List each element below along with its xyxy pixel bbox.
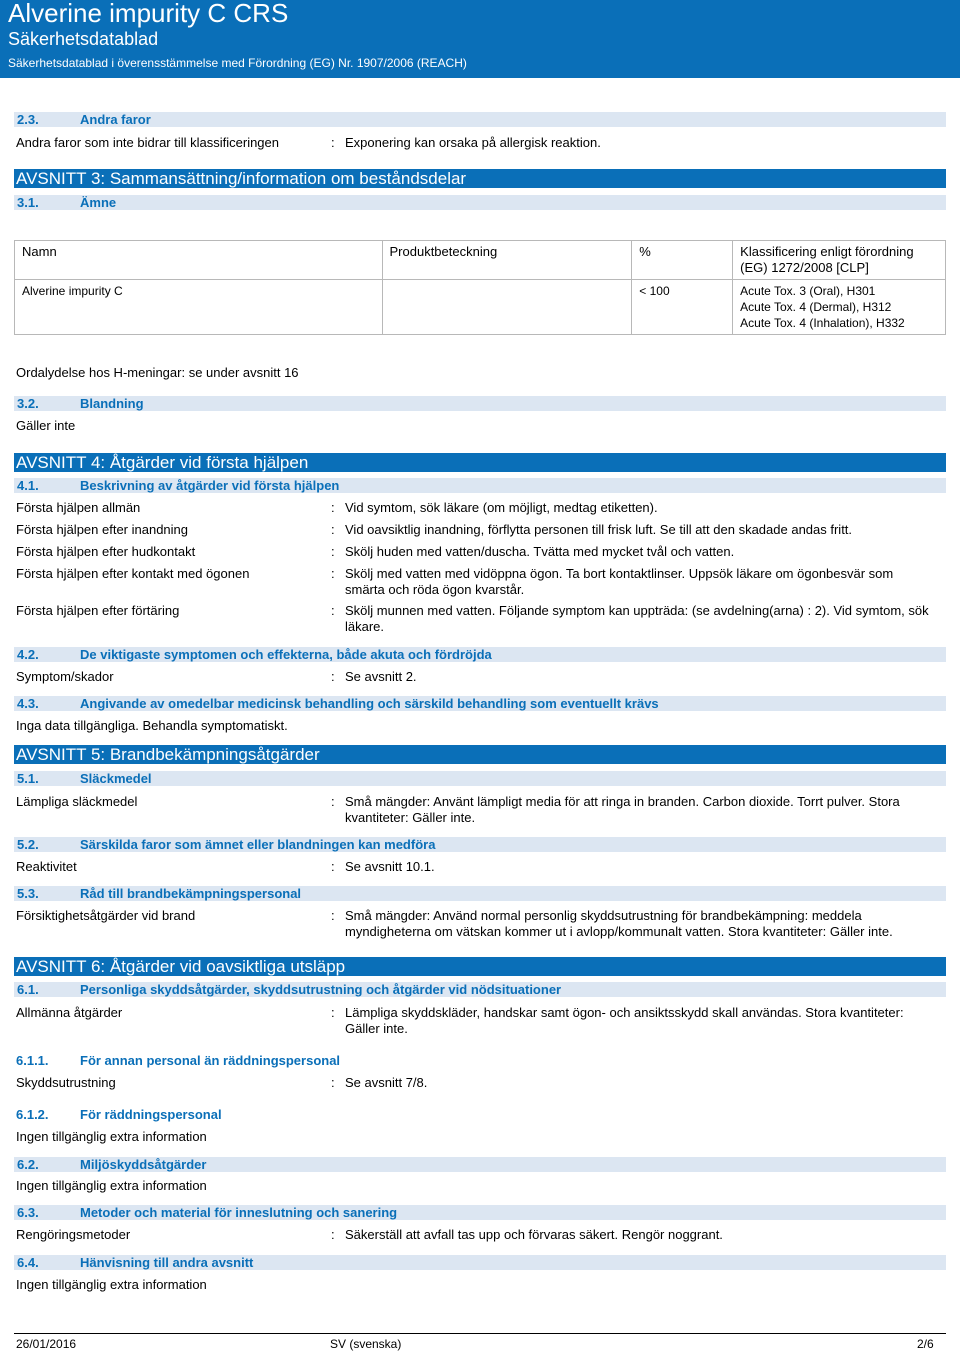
- subsubsection-title: För annan personal än räddningspersonal: [80, 1053, 341, 1068]
- table-header-row: [15, 241, 946, 280]
- field-value: Skölj med vatten med vidöppna ögon. Ta bort kontaktlinser. Uppsök läkare om ögonbesvär som smärta och röda ögon kvarstår.: [345, 566, 894, 597]
- subsection-title: Metoder och material för inneslutning och sanering: [80, 1205, 398, 1220]
- field-colon: :: [331, 1075, 335, 1090]
- product-title: Alverine impurity C CRS: [8, 0, 289, 28]
- subsection-3-1: [14, 195, 946, 210]
- cell-product: [382, 280, 632, 335]
- subsubsection-number: 6.1.1.: [16, 1053, 49, 1068]
- body-text: Ingen tillgänglig extra information: [16, 1129, 207, 1144]
- subsection-5-1: [14, 771, 946, 786]
- footer-date: 26/01/2016: [16, 1337, 77, 1351]
- field-value: Små mängder: Använt lämpligt media för att ringa in branden. Carbon dioxide. Torrt pulver. Stora kvantiteter: Gäller inte.: [345, 794, 900, 825]
- subsection-title: Råd till brandbekämpningspersonal: [80, 886, 302, 901]
- section-6-title: AVSNITT 6: Åtgärder vid oavsiktliga utsläpp: [14, 957, 946, 976]
- subsection-6-2: [14, 1157, 946, 1172]
- classification-line: Acute Tox. 4 (Dermal), H312: [740, 300, 892, 314]
- subsection-number: 5.2.: [17, 837, 39, 852]
- field-colon: :: [331, 566, 335, 581]
- classification-line: Acute Tox. 3 (Oral), H301: [740, 284, 876, 298]
- field-colon: :: [331, 603, 335, 618]
- cell-percent: < 100: [632, 280, 733, 335]
- column-header-percent: %: [632, 241, 733, 280]
- field-colon: :: [331, 522, 335, 537]
- field-label: Första hjälpen allmän: [16, 500, 141, 515]
- column-header-classification: Klassificering enligt förordning (EG) 1272/2008 [CLP]: [733, 241, 946, 280]
- subsection-number: 4.3.: [17, 696, 39, 711]
- subsection-number: 6.1.: [17, 982, 39, 997]
- field-colon: :: [331, 669, 335, 684]
- subsection-3-2: [14, 396, 946, 411]
- subsection-5-2: [14, 837, 946, 852]
- subsection-4-2: [14, 647, 946, 662]
- document-header: [0, 0, 960, 78]
- subsection-number: 6.3.: [17, 1205, 39, 1220]
- cell-name: Alverine impurity C: [15, 280, 383, 335]
- subsection-title: Blandning: [80, 396, 144, 411]
- field-value: Säkerställ att avfall tas upp och förvaras säkert. Rengör noggrant.: [345, 1227, 723, 1242]
- subsection-4-3: [14, 696, 946, 711]
- subsection-6-3: [14, 1205, 946, 1220]
- subsection-6-4: [14, 1255, 946, 1270]
- subsection-number: 5.1.: [17, 771, 39, 786]
- column-header-product: Produktbeteckning: [382, 241, 632, 280]
- field-label: Lämpliga släckmedel: [16, 794, 138, 809]
- subsection-number: 4.1.: [17, 478, 39, 493]
- subsection-number: 3.2.: [17, 396, 39, 411]
- subsection-title: Hänvisning till andra avsnitt: [80, 1255, 254, 1270]
- classification-line: Acute Tox. 4 (Inhalation), H332: [740, 316, 905, 330]
- subsection-title: Andra faror: [80, 112, 151, 127]
- subsection-number: 5.3.: [17, 886, 39, 901]
- regulation-line: Säkerhetsdatablad i överensstämmelse med Förordning (EG) Nr. 1907/2006 (REACH): [8, 56, 467, 70]
- field-label: Första hjälpen efter inandning: [16, 522, 189, 537]
- field-value: Se avsnitt 7/8.: [345, 1075, 428, 1090]
- body-text: Gäller inte: [16, 418, 76, 433]
- field-value: Vid oavsiktlig inandning, förflytta personen till frisk luft. Se till att den skadade andas fritt.: [345, 522, 853, 537]
- subsection-number: 2.3.: [17, 112, 39, 127]
- field-label: Första hjälpen efter kontakt med ögonen: [16, 566, 250, 581]
- footer-divider: [14, 1333, 946, 1334]
- field-label: Andra faror som inte bidrar till klassificeringen: [16, 135, 279, 150]
- subsection-2-3: [14, 112, 946, 127]
- field-value: Se avsnitt 10.1.: [345, 859, 435, 874]
- column-header-name: Namn: [15, 241, 383, 280]
- subsection-title: Släckmedel: [80, 771, 152, 786]
- subsection-title: Ämne: [80, 195, 117, 210]
- field-colon: :: [331, 544, 335, 559]
- field-colon: :: [331, 908, 335, 923]
- subsubsection-number: 6.1.2.: [16, 1107, 49, 1122]
- table-row: [15, 280, 946, 335]
- field-colon: :: [331, 135, 335, 150]
- subsection-title: Miljöskyddsåtgärder: [80, 1157, 207, 1172]
- field-label: Allmänna åtgärder: [16, 1005, 123, 1020]
- subsection-6-1: [14, 982, 946, 997]
- field-value: Små mängder: Använd normal personlig skyddsutrustning för brandbekämpning: meddela myndigheterna om vätskan kommer ut i avlopp/kommunalt vatten. Stora kvantiteter: Gäller inte.: [345, 908, 893, 939]
- field-label: Rengöringsmetoder: [16, 1227, 131, 1242]
- field-value: Vid symtom, sök läkare (om möjligt, medtag etiketten).: [345, 500, 658, 515]
- subsection-title: Särskilda faror som ämnet eller blandningen kan medföra: [80, 837, 436, 852]
- field-colon: :: [331, 1227, 335, 1242]
- h-phrase-note: Ordalydelse hos H-meningar: se under avsnitt 16: [16, 365, 299, 380]
- field-label: Reaktivitet: [16, 859, 77, 874]
- field-label: Första hjälpen efter hudkontakt: [16, 544, 196, 559]
- field-value: Skölj munnen med vatten. Följande symptom kan uppträda: (se avdelning(arna) : 2). Vid symtom, sök läkare.: [345, 603, 929, 634]
- field-value: Lämpliga skyddskläder, handskar samt ögon- och ansiktsskydd skall användas. Stora kvantiteter: Gäller inte.: [345, 1005, 904, 1036]
- field-label: Försiktighetsåtgärder vid brand: [16, 908, 196, 923]
- field-label: Symptom/skador: [16, 669, 114, 684]
- cell-classification: [733, 280, 946, 335]
- footer-page-number: 2/6: [917, 1337, 934, 1351]
- subsection-5-3: [14, 886, 946, 901]
- field-value: Skölj huden med vatten/duscha. Tvätta med mycket tvål och vatten.: [345, 544, 735, 559]
- subsection-number: 6.4.: [17, 1255, 39, 1270]
- subsection-title: Beskrivning av åtgärder vid första hjälpen: [80, 478, 340, 493]
- subsection-4-1: [14, 478, 946, 493]
- section-4-title: AVSNITT 4: Åtgärder vid första hjälpen: [14, 453, 946, 472]
- subsubsection-title: För räddningspersonal: [80, 1107, 222, 1122]
- subsection-title: Angivande av omedelbar medicinsk behandling och särskild behandling som eventuellt krävs: [80, 696, 659, 711]
- section-5-title: AVSNITT 5: Brandbekämpningsåtgärder: [14, 745, 946, 764]
- subsection-title: De viktigaste symptomen och effekterna, både akuta och fördröjda: [80, 647, 492, 662]
- subsection-number: 3.1.: [17, 195, 39, 210]
- subsection-number: 6.2.: [17, 1157, 39, 1172]
- body-text: Ingen tillgänglig extra information: [16, 1277, 207, 1292]
- subsection-number: 4.2.: [17, 647, 39, 662]
- field-label: Första hjälpen efter förtäring: [16, 603, 180, 618]
- section-3-title: AVSNITT 3: Sammansättning/information om beståndsdelar: [14, 169, 946, 188]
- subsection-title: Personliga skyddsåtgärder, skyddsutrustning och åtgärder vid nödsituationer: [80, 982, 562, 997]
- field-value: Se avsnitt 2.: [345, 669, 417, 684]
- document-type: Säkerhetsdatablad: [8, 29, 159, 49]
- body-text: Inga data tillgängliga. Behandla symptomatiskt.: [16, 718, 288, 733]
- body-text: Ingen tillgänglig extra information: [16, 1178, 207, 1193]
- field-label: Skyddsutrustning: [16, 1075, 116, 1090]
- field-colon: :: [331, 794, 335, 809]
- field-colon: :: [331, 500, 335, 515]
- field-colon: :: [331, 1005, 335, 1020]
- field-value: Exponering kan orsaka på allergisk reaktion.: [345, 135, 601, 150]
- field-colon: :: [331, 859, 335, 874]
- footer-language: SV (svenska): [330, 1337, 402, 1351]
- composition-table: [14, 240, 946, 335]
